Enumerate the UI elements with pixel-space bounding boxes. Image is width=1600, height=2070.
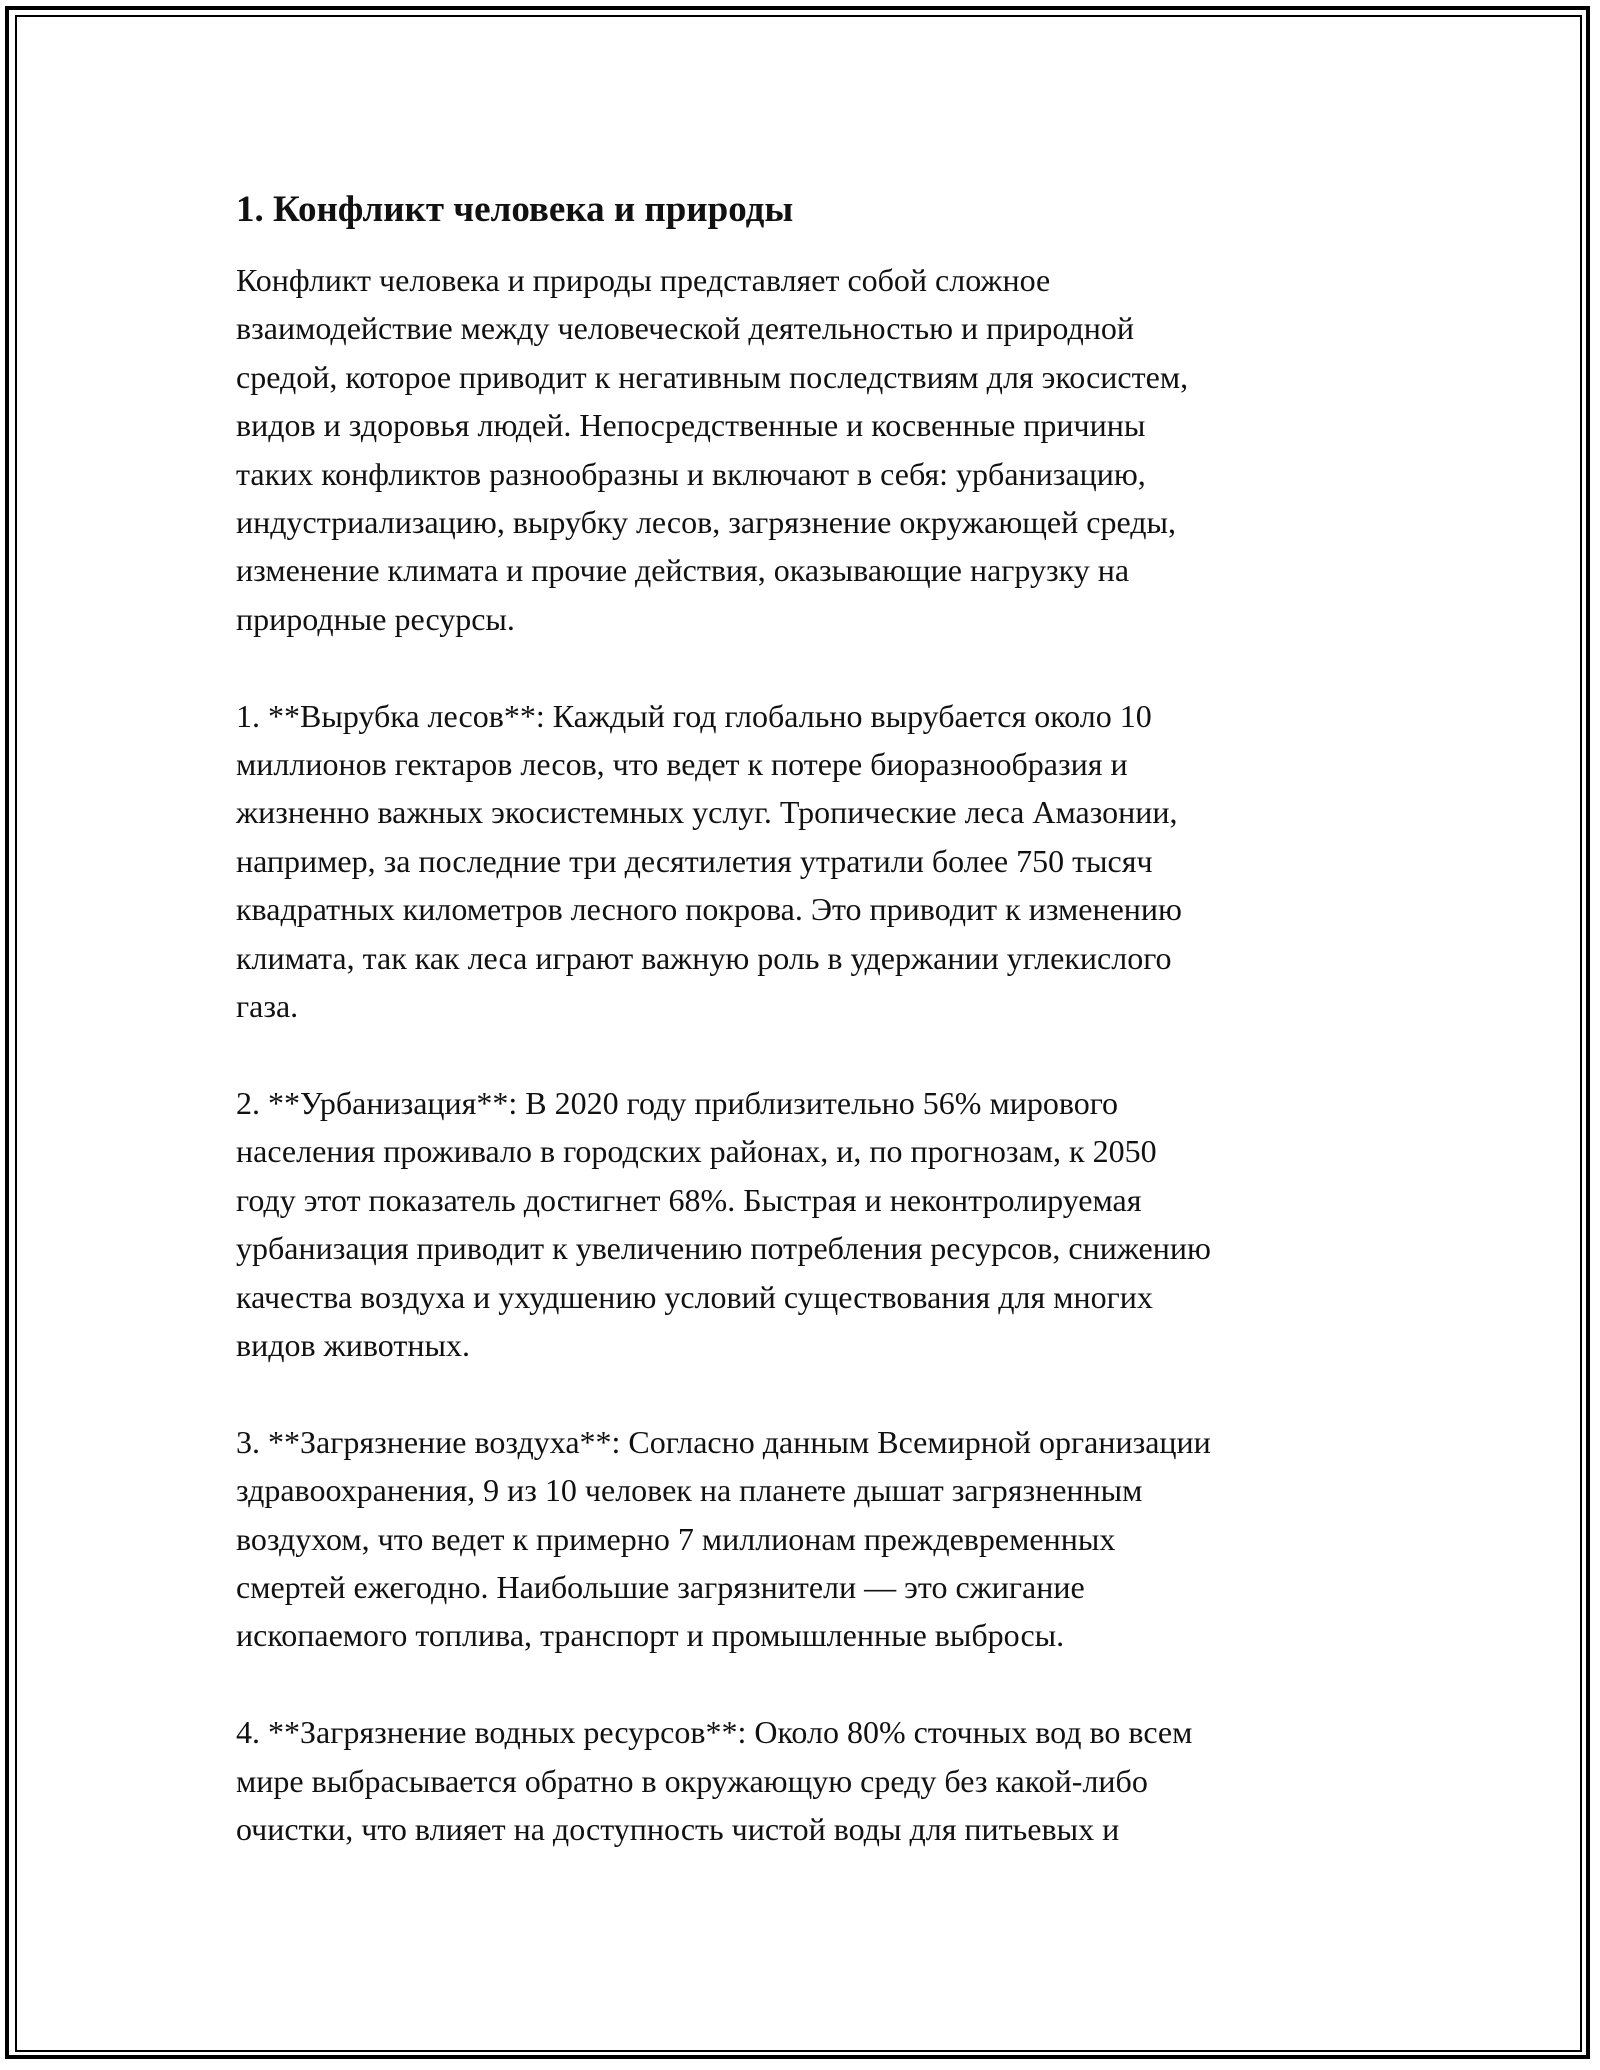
text-line: жизненно важных экосистемных услуг. Тропические леса Амазонии, bbox=[236, 794, 1178, 831]
text-line: 4. **Загрязнение водных ресурсов**: Около 80% сточных вод во всем bbox=[236, 1714, 1193, 1751]
text-line: смертей ежегодно. Наибольшие загрязнители — это сжигание bbox=[236, 1568, 1085, 1605]
text-line: году этот показатель достигнет 68%. Быстрая и неконтролируемая bbox=[236, 1181, 1142, 1218]
text-line: изменение климата и прочие действия, оказывающие нагрузку на bbox=[236, 552, 1130, 589]
paragraph-5 bbox=[236, 1708, 1366, 1853]
text-line: квадратных километров лесного покрова. Это приводит к изменению bbox=[236, 891, 1182, 928]
text-line: средой, которое приводит к негативным последствиям для экосистем, bbox=[236, 358, 1189, 395]
paragraph-4 bbox=[236, 1418, 1366, 1660]
paragraph-2 bbox=[236, 692, 1366, 1031]
text-line: 1. **Вырубка лесов**: Каждый год глобально вырубается около 10 bbox=[236, 697, 1152, 734]
text-line: воздухом, что ведет к примерно 7 миллионам преждевременных bbox=[236, 1520, 1116, 1557]
text-line: Конфликт человека и природы представляет собой сложное bbox=[236, 262, 1051, 298]
text-line: 2. **Урбанизация**: В 2020 году приблизительно 56% мирового bbox=[236, 1084, 1119, 1121]
section-title: 1. Конфликт человека и природы bbox=[236, 189, 794, 230]
text-line: 3. **Загрязнение воздуха**: Согласно данным Всемирной организации bbox=[236, 1423, 1211, 1460]
text-line: газа. bbox=[236, 988, 299, 1025]
text-line: природные ресурсы. bbox=[236, 600, 515, 637]
paragraph-1 bbox=[236, 256, 1366, 643]
text-line: населения проживало в городских районах, и, по прогнозам, к 2050 bbox=[236, 1133, 1157, 1170]
text-line: индустриализацию, вырубку лесов, загрязнение окружающей среды, bbox=[236, 504, 1176, 541]
text-line: здравоохранения, 9 из 10 человек на планете дышат загрязненным bbox=[236, 1472, 1143, 1509]
text-line: очистки, что влияет на доступность чистой воды для питьевых и bbox=[236, 1810, 1120, 1847]
text-line: урбанизация приводит к увеличению потребления ресурсов, снижению bbox=[236, 1230, 1211, 1267]
text-line: мире выбрасывается обратно в окружающую среду без какой-либо bbox=[236, 1762, 1148, 1799]
text-line: качества воздуха и ухудшению условий существования для многих bbox=[236, 1278, 1153, 1315]
text-line: видов и здоровья людей. Непосредственные и косвенные причины bbox=[236, 407, 1146, 444]
text-line: таких конфликтов разнообразны и включают в себя: урбанизацию, bbox=[236, 455, 1146, 492]
text-line: видов животных. bbox=[236, 1326, 470, 1363]
text-line: климата, так как леса играют важную роль в удержании углекислого bbox=[236, 939, 1172, 976]
text-line: миллионов гектаров лесов, что ведет к потере биоразнообразия и bbox=[236, 746, 1128, 783]
text-line: например, за последние три десятилетия утратили более 750 тысяч bbox=[236, 842, 1153, 879]
paragraph-list bbox=[236, 256, 1366, 1853]
text-line: взаимодействие между человеческой деятельностью и природной bbox=[236, 310, 1134, 347]
paragraph-3 bbox=[236, 1079, 1366, 1369]
text-line: ископаемого топлива, транспорт и промышленные выбросы. bbox=[236, 1617, 1065, 1654]
document-body bbox=[236, 186, 1366, 1902]
